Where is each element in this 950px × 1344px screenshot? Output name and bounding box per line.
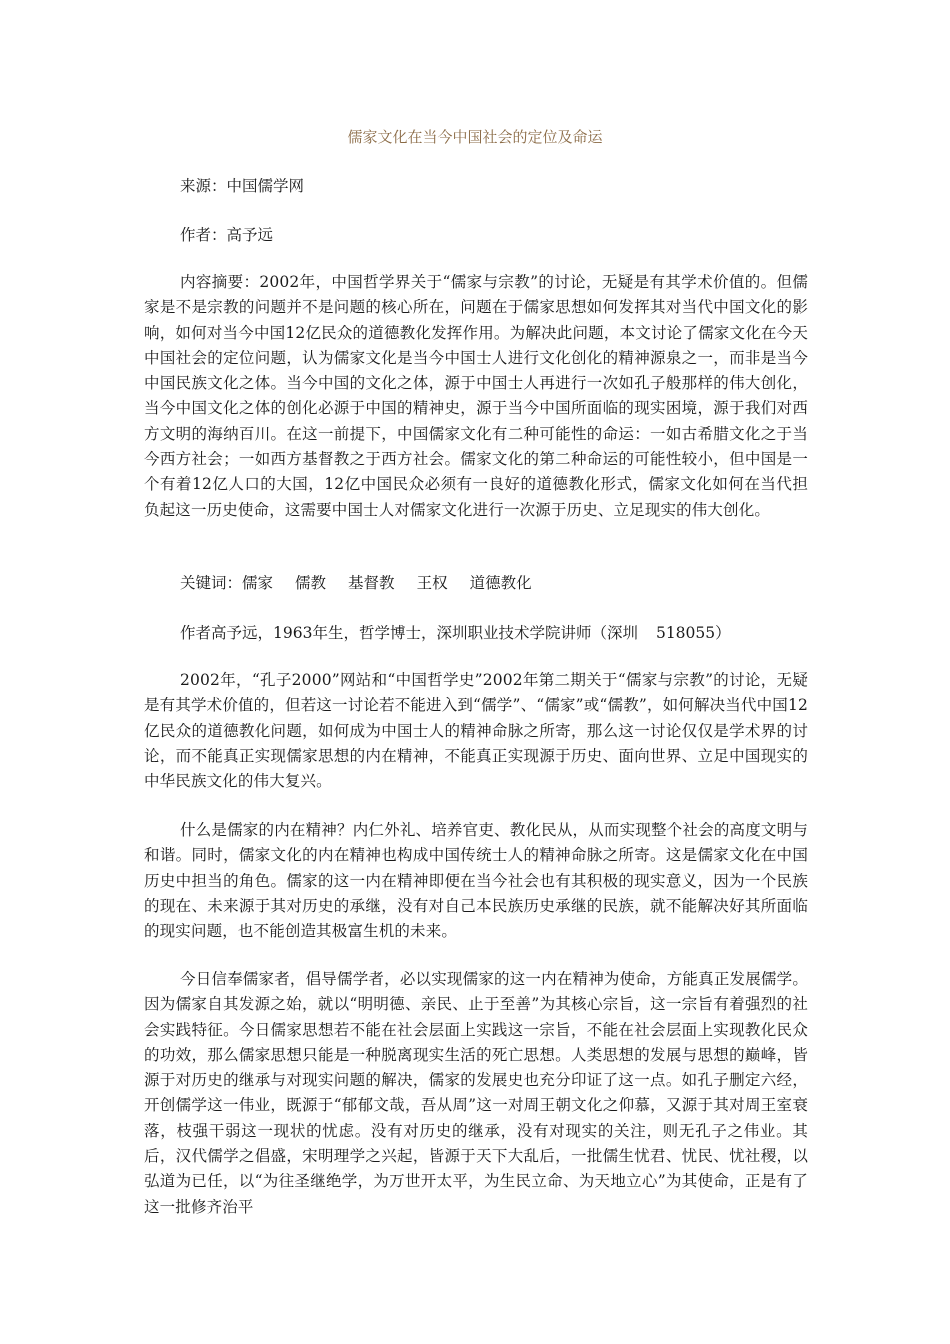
keyword: 基督教 <box>348 574 395 592</box>
abstract-paragraph: 内容摘要：2002年，中国哲学界关于“儒家与宗教”的讨论，无疑是有其学术价值的。但儒家是不是宗教的问题并不是问题的核心所在，问题在于儒家思想如何发挥其对当代中国文化的影响，如何对当今中国12亿民众的道德教化发挥作用。为解决此问题，本文讨论了儒家文化在今天中国社会的定位问题，认为儒家文化是当今中国士人进行文化创化的精神源泉之一，而非是当今中国民族文化之体。当今中国的文化之体，源于中国士人再进行一次如孔子般那样的伟大创化，当今中国文化之体的创化必源于中国的精神史，源于当今中国所面临的现实困境，源于我们对西方文明的海纳百川。在这一前提下，中国儒家文化有二种可能性的命运：一如古希腊文化之于当今西方社会；一如西方基督教之于西方社会。儒家文化的第二种命运的可能性较小，但中国是一个有着12亿人口的大国，12亿中国民众必须有一良好的道德教化形式，儒家文化如何在当代担负起这一历史使命，这需要中国士人对儒家文化进行一次源于历史、立足现实的伟大创化。 <box>144 273 808 519</box>
author-info-line <box>180 622 731 644</box>
body-paragraph: 今日信奉儒家者，倡导儒学者，必以实现儒家的这一内在精神为使命，方能真正发展儒学。因为儒家自其发源之始，就以“明明德、亲民、止于至善”为其核心宗旨，这一宗旨有着强烈的社会实践特征。今日儒家思想若不能在社会层面上实践这一宗旨，不能在社会层面上实现教化民众的功效，那么儒家思想只能是一种脱离现实生活的死亡思想。人类思想的发展与思想的巅峰，皆源于对历史的继承与对现实问题的解决，儒家的发展史也充分印证了这一点。如孔子删定六经，开创儒学这一伟业，既源于“郁郁文哉，吾从周”这一对周王朝文化之仰慕，又源于其对周王室衰落，枝强干弱这一现状的忧虑。没有对历史的继承，没有对现实的关注，则无孔子之伟业。其后，汉代儒学之倡盛，宋明理学之兴起，皆源于天下大乱后，一批儒生忧君、忧民、忧社稷，以弘道为已任，以“为往圣继绝学，为万世开太平，为生民立命、为天地立心”为其使命，正是有了这一批修齐治平 <box>144 970 808 1216</box>
keyword: 儒教 <box>295 574 327 592</box>
keyword: 王权 <box>416 574 448 592</box>
keyword: 儒家 <box>242 574 274 592</box>
keywords-line <box>180 572 532 594</box>
author-postcode: 518055） <box>655 624 731 642</box>
body-paragraph: 2002年，“孔子2000”网站和“中国哲学史”2002年第二期关于“儒家与宗教”的讨论，无疑是有其学术价值的，但若这一讨论若不能进入到“儒学”、“儒家”或“儒教”，如何解决当代中国12亿民众的道德教化问题，如何成为中国士人的精神命脉之所寄，那么这一讨论仅仅是学术界的讨论，而不能真正实现儒家思想的内在精神，不能真正实现源于历史、面向世界、立足中国现实的中华民族文化的伟大复兴。 <box>144 671 808 791</box>
keyword: 道德教化 <box>469 574 532 592</box>
body-paragraph: 什么是儒家的内在精神？内仁外礼、培养官吏、教化民从，从而实现整个社会的高度文明与和谐。同时，儒家文化的内在精神也构成中国传统士人的精神命脉之所寄。这是儒家文化在中国历史中担当的角色。儒家的这一内在精神即便在当今社会也有其积极的现实意义，因为一个民族的现在、未来源于其对历史的承继，没有对自己本民族历史承继的民族，就不能解决好其所面临的现实问题，也不能创造其极富生机的未来。 <box>144 821 808 941</box>
document-title: 儒家文化在当今中国社会的定位及命运 <box>347 128 603 146</box>
source-line: 来源：中国儒学网 <box>180 177 305 195</box>
author-info: 作者高予远，1963年生，哲学博士，深圳职业技术学院讲师（深圳 <box>180 624 638 642</box>
keywords-label: 关键词： <box>180 574 243 592</box>
author-line: 作者：高予远 <box>180 226 274 244</box>
